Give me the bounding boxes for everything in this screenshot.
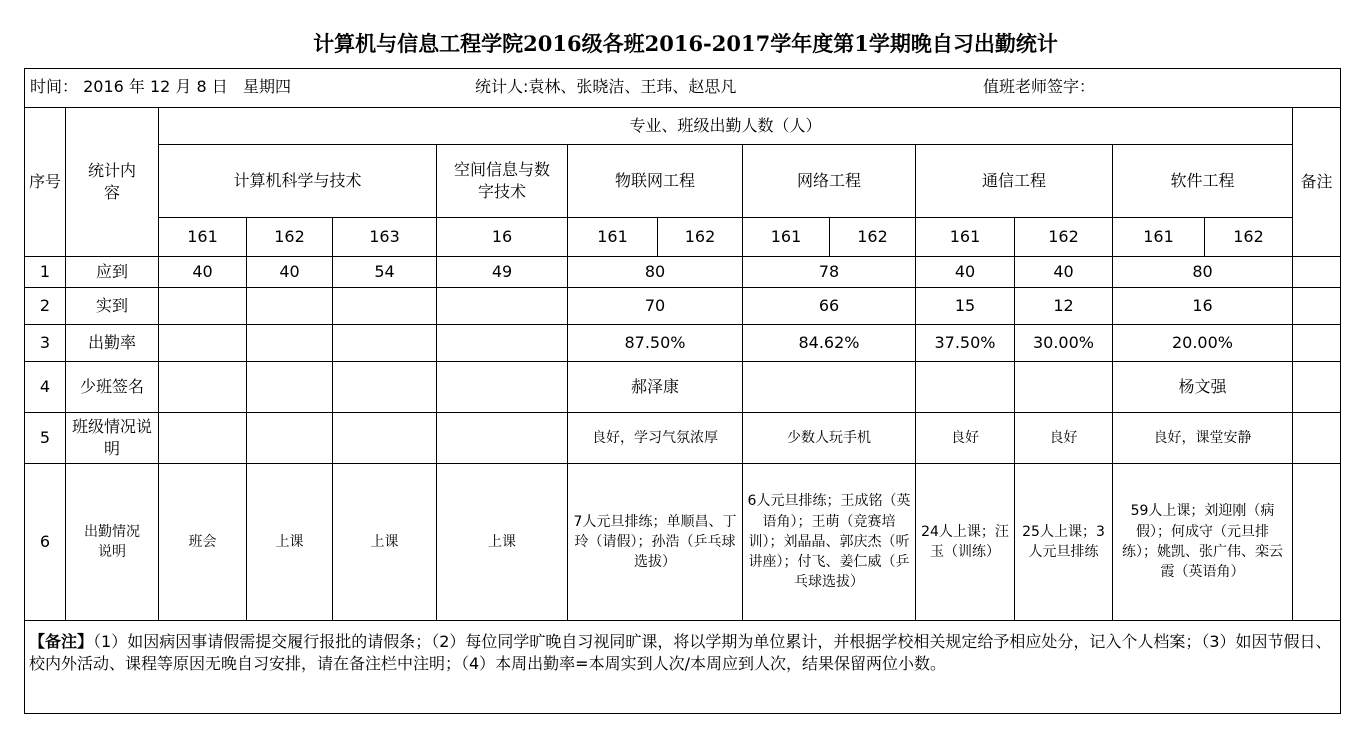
stat-people: 统计人:袁林、张晓洁、王玮、赵思凡: [475, 77, 737, 96]
cell-net: 78: [743, 257, 916, 288]
cell-cs162: [247, 413, 333, 464]
class-cs-161: 161: [159, 218, 247, 257]
row-label: 班级情况说明: [66, 413, 159, 464]
cell-net: 6人元旦排练；王成铭（英语角）；王萌（竞赛培训）；刘晶晶、郭庆杰（听讲座）；付飞、姜仁威（乒乓球选拔）: [743, 464, 916, 621]
cell-net: 84.62%: [743, 325, 916, 362]
row-label: 出勤率: [66, 325, 159, 362]
table-row: [25, 464, 1341, 621]
cell-cs163: [333, 325, 437, 362]
cell-cs162: 上课: [247, 464, 333, 621]
notes-cell: [25, 621, 1341, 714]
date-label: 时间： 2016 年 12 月 8 日 星期四: [30, 77, 292, 96]
cell-iot: 70: [568, 288, 743, 325]
cell-sw: 杨文强: [1113, 362, 1293, 413]
cell-iot: 80: [568, 257, 743, 288]
class-sw-161: 161: [1113, 218, 1205, 257]
major-spatial: 空间信息与数字技术: [437, 145, 568, 218]
row-seq: 1: [25, 257, 66, 288]
cell-remark: [1293, 413, 1341, 464]
class-comm-162: 162: [1015, 218, 1113, 257]
table-row: [25, 413, 1341, 464]
row-label: 应到: [66, 257, 159, 288]
header-attendance: 专业、班级出勤人数（人）: [159, 108, 1293, 145]
cell-sw: 80: [1113, 257, 1293, 288]
cell-cs161: 40: [159, 257, 247, 288]
cell-cs163: 上课: [333, 464, 437, 621]
header-content: 统计内容: [66, 108, 159, 257]
cell-cs162: [247, 362, 333, 413]
row-seq: 3: [25, 325, 66, 362]
cell-sw: 良好，课堂安静: [1113, 413, 1293, 464]
class-comm-161: 161: [916, 218, 1015, 257]
cell-comm162: 30.00%: [1015, 325, 1113, 362]
table-row: [25, 257, 1341, 288]
row-label: 出勤情况说明: [66, 464, 159, 621]
cell-net: 少数人玩手机: [743, 413, 916, 464]
cell-cs163: 54: [333, 257, 437, 288]
cell-cs163: [333, 413, 437, 464]
major-cs: 计算机科学与技术: [159, 145, 437, 218]
page-title: 计算机与信息工程学院2016级各班2016-2017学年度第1学期晚自习出勤统计: [313, 31, 1058, 56]
table-row: [25, 288, 1341, 325]
cell-comm161: 40: [916, 257, 1015, 288]
cell-comm162: 40: [1015, 257, 1113, 288]
class-iot-162: 162: [658, 218, 743, 257]
class-net-162: 162: [830, 218, 916, 257]
cell-remark: [1293, 464, 1341, 621]
row-label: 少班签名: [66, 362, 159, 413]
cell-net: 66: [743, 288, 916, 325]
major-software: 软件工程: [1113, 145, 1293, 218]
teacher-signature-label: 值班老师签字：: [983, 77, 1096, 96]
cell-cs161: [159, 288, 247, 325]
cell-iot: 郝泽康: [568, 362, 743, 413]
cell-comm162: 12: [1015, 288, 1113, 325]
major-comm: 通信工程: [916, 145, 1113, 218]
row-seq: 5: [25, 413, 66, 464]
row-seq: 6: [25, 464, 66, 621]
cell-net: [743, 362, 916, 413]
cell-comm161: 24人上课；汪玉（训练）: [916, 464, 1015, 621]
cell-iot: 87.50%: [568, 325, 743, 362]
cell-cs161: [159, 325, 247, 362]
cell-remark: [1293, 288, 1341, 325]
cell-remark: [1293, 257, 1341, 288]
cell-remark: [1293, 362, 1341, 413]
table-row: [25, 325, 1341, 362]
cell-sp16: 上课: [437, 464, 568, 621]
class-cs-163: 163: [333, 218, 437, 257]
cell-comm161: 良好: [916, 413, 1015, 464]
cell-sp16: [437, 288, 568, 325]
cell-iot: 良好，学习气氛浓厚: [568, 413, 743, 464]
cell-sw: 20.00%: [1113, 325, 1293, 362]
row-seq: 2: [25, 288, 66, 325]
cell-cs161: [159, 362, 247, 413]
row-seq: 4: [25, 362, 66, 413]
cell-comm162: 良好: [1015, 413, 1113, 464]
cell-sw: 16: [1113, 288, 1293, 325]
header-seq: 序号: [25, 108, 66, 257]
table-row: [25, 362, 1341, 413]
cell-remark: [1293, 325, 1341, 362]
cell-sp16: 49: [437, 257, 568, 288]
notes-label: 【备注】: [29, 632, 94, 651]
cell-cs161: 班会: [159, 464, 247, 621]
cell-cs163: [333, 288, 437, 325]
major-network: 网络工程: [743, 145, 916, 218]
notes-text: （1）如因病因事请假需提交履行报批的请假条；（2）每位同学旷晚自习视同旷课，将以学期为单位累计，并根据学校相关规定给予相应处分，记入个人档案；（3）如因节假日、校内外活动、课程等原因无晚自习安排，请在备注栏中注明；（4）本周出勤率=本周实到人次/本周应到人次，结果保留两位小数。: [29, 632, 1332, 673]
cell-comm161: [916, 362, 1015, 413]
header-remark: 备注: [1293, 108, 1341, 257]
cell-cs161: [159, 413, 247, 464]
class-cs-162: 162: [247, 218, 333, 257]
cell-comm161: 15: [916, 288, 1015, 325]
cell-sp16: [437, 325, 568, 362]
attendance-table: [24, 68, 1341, 714]
cell-cs162: [247, 325, 333, 362]
row-label: 实到: [66, 288, 159, 325]
cell-sp16: [437, 362, 568, 413]
info-row: [25, 69, 1341, 108]
class-iot-161: 161: [568, 218, 658, 257]
class-net-161: 161: [743, 218, 830, 257]
cell-cs162: 40: [247, 257, 333, 288]
cell-sp16: [437, 413, 568, 464]
cell-sw: 59人上课；刘迎刚（病假）；何成守（元旦排练）；姚凯、张广伟、栾云霞（英语角）: [1113, 464, 1293, 621]
cell-comm161: 37.50%: [916, 325, 1015, 362]
cell-cs163: [333, 362, 437, 413]
class-sw-162: 162: [1205, 218, 1293, 257]
class-spatial-16: 16: [437, 218, 568, 257]
cell-cs162: [247, 288, 333, 325]
major-iot: 物联网工程: [568, 145, 743, 218]
cell-comm162: 25人上课；3人元旦排练: [1015, 464, 1113, 621]
cell-iot: 7人元旦排练；单顺昌、丁玲（请假）；孙浩（乒乓球选拔）: [568, 464, 743, 621]
cell-comm162: [1015, 362, 1113, 413]
